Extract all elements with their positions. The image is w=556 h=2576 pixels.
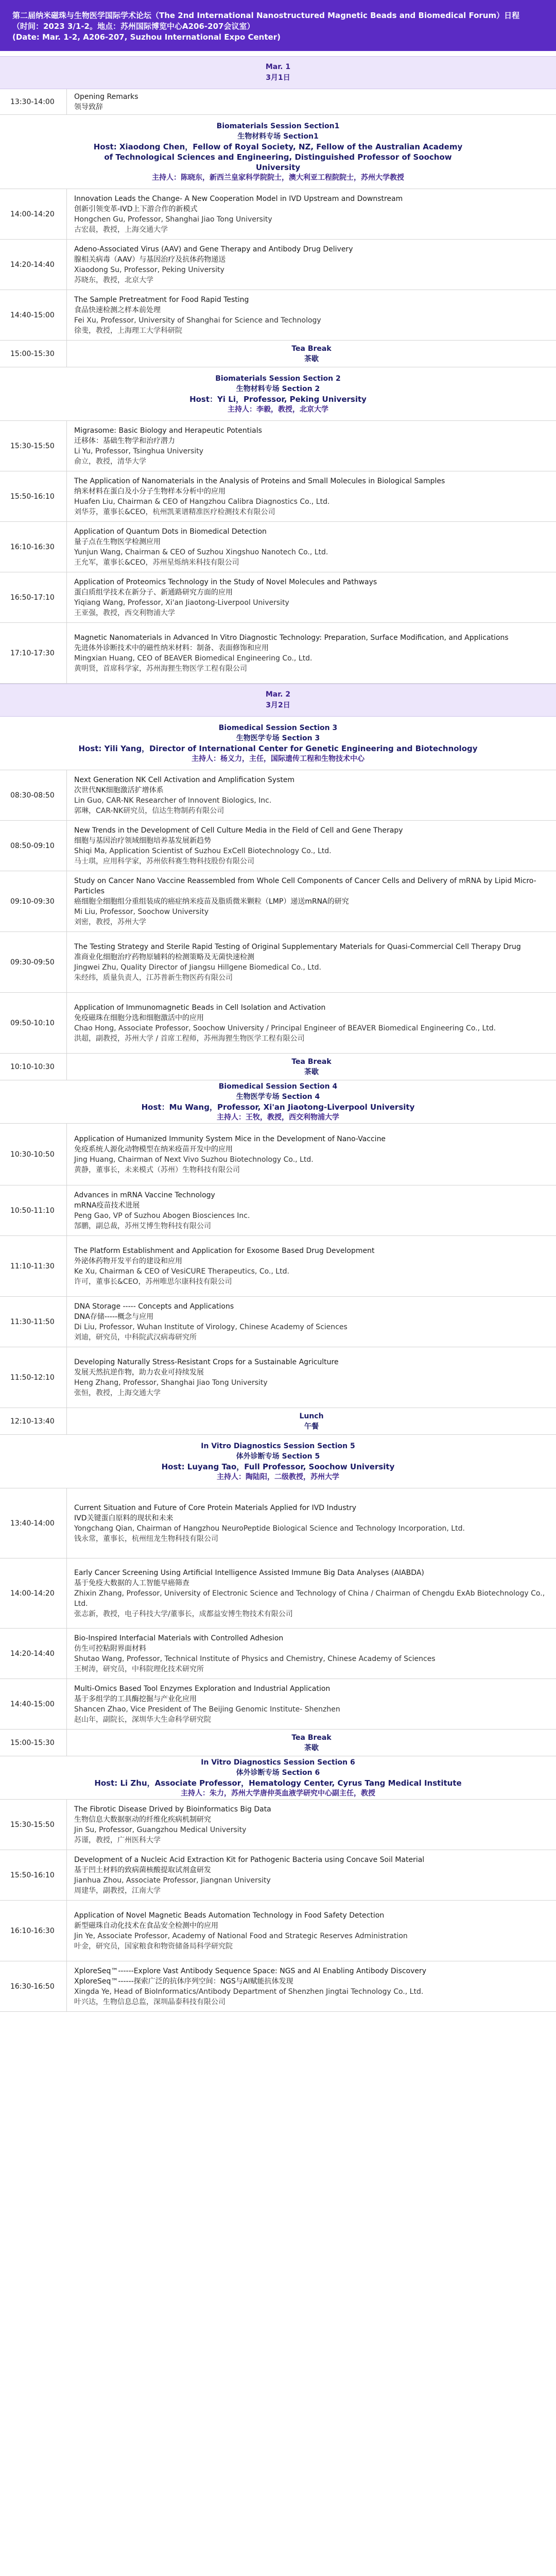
talk-title-zh: 外泌体药物开发平台的建设和应用 <box>74 1257 182 1265</box>
speaker-zh: 朱经纬，质量负责人，江苏普新生物医药有限公司 <box>74 973 233 982</box>
talk-row <box>0 1901 556 1961</box>
talk-row <box>0 1488 556 1558</box>
session-banner <box>0 367 556 421</box>
talk-title-en: Innovation Leads the Change- A New Cooperation Model in IVD Upstream and Downstream <box>74 194 403 203</box>
talk-title-en: Development of a Nucleic Acid Extraction Kit for Pathogenic Bacteria using Concave Soil Material <box>74 1855 425 1864</box>
session-banner <box>0 115 556 189</box>
time-slot: 09:10-09:30 <box>0 871 67 931</box>
talk-title-en: Early Cancer Screening Using Artificial Intelligence Assisted Immune Big Data Analyses (AIABDA) <box>74 1568 424 1577</box>
speaker-en: Xiaodong Su, Professor, Peking University <box>74 265 224 274</box>
talk-row <box>0 1297 556 1347</box>
talk-row <box>0 290 556 341</box>
speaker-en: Di Liu, Professor, Wuhan Institute of Virology, Chinese Academy of Sciences <box>74 1323 348 1331</box>
talk-title-zh: 创新引领变革-IVD上下游合作的新模式 <box>74 205 198 213</box>
talk-title-en: Application of Quantum Dots in Biomedical Detection <box>74 527 267 536</box>
talk-title-zh: 准商业化细胞治疗药物原辅料的检测策略及无菌快速检测 <box>74 953 254 961</box>
day-header <box>0 684 556 717</box>
break-row <box>0 1408 556 1435</box>
time-slot: 13:30-14:00 <box>0 89 67 114</box>
break-label-zh: 茶歇 <box>304 354 319 363</box>
speaker-en: Heng Zhang, Professor, Shanghai Jiao Tong University <box>74 1378 268 1387</box>
session-title-zh: 体外诊断专场 Section 5 <box>236 1452 320 1461</box>
speaker-zh: 黄明贤，首席科学家，苏州海狸生物医学工程有限公司 <box>74 664 247 673</box>
talk-title-en: Study on Cancer Nano Vaccine Reassembled from Whole Cell Components of Cancer Cells and Delivery of mRNA by Lipid Micro-Particles <box>74 876 536 895</box>
talk-title-zh: 基于免疫大数据的人工智能早癌筛查 <box>74 1579 189 1587</box>
talk-title-en: Application of Immunomagnetic Beads in Cell Isolation and Activation <box>74 1003 326 1012</box>
talk-title-en: Bio-Inspired Interfacial Materials with Controlled Adhesion <box>74 1634 284 1642</box>
session-host-en: Host: Yili Yang，Director of International Center for Genetic Engineering and Biotechnology <box>78 743 478 753</box>
talk-row <box>0 1558 556 1629</box>
session-host-en: Host: Luyang Tao，Full Professor, Soochow University <box>161 1462 395 1471</box>
speaker-zh: 洪超，副教授，苏州大学 / 首席工程师，苏州海狸生物医学工程有限公司 <box>74 1034 305 1043</box>
speaker-zh: 苏谨，教授，广州医科大学 <box>74 1836 161 1844</box>
talk-title-zh: XploreSeq™------探索广泛的抗体序列空间：NGS与AI赋能抗体发现 <box>74 1977 293 1986</box>
talk-title-zh: 发展天然抗逆作物，助力农业可持续发展 <box>74 1368 204 1377</box>
session-host-zh: 主持人：陈晓东，新西兰皇家科学院院士，澳大利亚工程院院士，苏州大学教授 <box>152 173 404 182</box>
talk-row <box>0 770 556 821</box>
session-title-zh: 生物医学专场 Section 3 <box>236 734 320 742</box>
talk-title-zh: 纳米材料在蛋白及小分子生物样本分析中的应用 <box>74 487 225 496</box>
row-content <box>0 115 556 189</box>
talk-title-zh: 免疫系统人源化动物模型在纳米疫苗开发中的应用 <box>74 1145 233 1154</box>
talk-title-en: Current Situation and Future of Core Protein Materials Applied for IVD Industry <box>74 1503 357 1512</box>
row-content <box>67 1800 556 1850</box>
row-content <box>67 240 556 290</box>
talk-title-zh: 蛋白质组学技术在新分子、新通路研究方面的应用 <box>74 588 233 597</box>
session-title-en: Biomaterials Session Section 2 <box>215 374 341 383</box>
talk-row <box>0 623 556 684</box>
talk-title-en: Magnetic Nanomaterials in Advanced In Vitro Diagnostic Technology: Preparation, Surface Modification, and Applications <box>74 633 509 642</box>
speaker-en: Zhixin Zhang, Professor, University of Electronic Science and Technology of China / Chairman of Chengdu ExAb Biotechnology Co., Ltd. <box>74 1589 545 1608</box>
session-title-en: Biomedical Session Section 3 <box>218 723 338 732</box>
talk-row <box>0 871 556 932</box>
talk-title-zh: DNA存储-----概念与应用 <box>74 1312 154 1321</box>
time-slot: 14:40-15:00 <box>0 290 67 340</box>
talk-title-zh: IVD关键蛋白原料的现状和未来 <box>74 1514 173 1522</box>
speaker-zh: 王亚强，教授，西交利物浦大学 <box>74 608 175 617</box>
session-host-zh: 主持人：朱力，苏州大学唐仲英血液学研究中心副主任，教授 <box>181 1789 375 1798</box>
talk-row <box>0 932 556 993</box>
speaker-en: Jing Huang, Chairman of Next Vivo Suzhou Biotechnology Co., Ltd. <box>74 1155 314 1164</box>
day-label-zh: 3月2日 <box>266 701 290 709</box>
speaker-en: Fei Xu, Professor, University of Shanghai for Science and Technology <box>74 316 321 325</box>
day-label-en: Mar. 1 <box>265 63 291 71</box>
row-content <box>67 1558 556 1628</box>
talk-row <box>0 1800 556 1850</box>
talk-row <box>0 240 556 290</box>
talk-title-en: Migrasome: Basic Biology and Herapeutic Potentials <box>74 426 262 435</box>
speaker-en: Hongchen Gu, Professor, Shanghai Jiao Tong University <box>74 215 272 224</box>
row-content <box>67 1236 556 1296</box>
session-title-en: In Vitro Diagnostics Session Section 6 <box>201 1758 355 1767</box>
row-content <box>67 1629 556 1679</box>
schedule <box>0 56 556 2012</box>
speaker-zh: 古宏晨，教授，上海交通大学 <box>74 225 168 234</box>
break-row <box>0 341 556 367</box>
speaker-zh: 苏晓东，教授，北京大学 <box>74 276 153 284</box>
talk-title-en: The Testing Strategy and Sterile Rapid Testing of Original Supplementary Materials for Quasi-Commercial Cell Therapy Drug <box>74 942 521 951</box>
session-title-zh: 体外诊断专场 Section 6 <box>236 1768 320 1777</box>
talk-row <box>0 1347 556 1408</box>
row-content <box>0 1435 556 1488</box>
time-slot: 15:30-15:50 <box>0 421 67 471</box>
time-slot: 11:50-12:10 <box>0 1347 67 1408</box>
row-content <box>67 1730 556 1756</box>
time-slot: 15:00-15:30 <box>0 341 67 367</box>
row-content <box>67 1961 556 2011</box>
talk-title-zh: 新型磁珠自动化技术在食品安全检测中的应用 <box>74 1921 218 1930</box>
time-slot: 14:40-15:00 <box>0 1679 67 1729</box>
forum-date-location-zh: （时间：2023 3/1-2。地点：苏州国际博览中心A206-207会议室） <box>12 22 255 31</box>
speaker-en: Shancen Zhao, Vice President of The Beijing Genomic Institute- Shenzhen <box>74 1705 340 1714</box>
speaker-en: Jingwei Zhu, Quality Director of Jiangsu Hillgene Biomedical Co., Ltd. <box>74 963 321 972</box>
time-slot: 11:30-11:50 <box>0 1297 67 1347</box>
row-content <box>67 1901 556 1961</box>
time-slot: 08:30-08:50 <box>0 770 67 820</box>
speaker-zh: 刘华芬，董事长&CEO，杭州凯莱谱精准医疗检测技术有限公司 <box>74 507 275 516</box>
talk-title-en: Developing Naturally Stress-Resistant Crops for a Sustainable Agriculture <box>74 1358 339 1366</box>
speaker-zh: 钱永常，董事长，杭州纽龙生物科技有限公司 <box>74 1534 218 1543</box>
talk-row <box>0 993 556 1054</box>
row-content <box>67 770 556 820</box>
speaker-zh: 王允军，董事长&CEO，苏州星烁纳米科技有限公司 <box>74 558 239 567</box>
session-host-en: Host：Mu Wang，Professor, Xi'an Jiaotong-Liverpool University <box>141 1102 415 1112</box>
talk-row <box>0 471 556 522</box>
talk-row <box>0 821 556 871</box>
talk-title-zh: 仿生可控粘附界面材料 <box>74 1644 146 1653</box>
time-slot: 08:50-09:10 <box>0 821 67 871</box>
break-label-zh: 茶歇 <box>304 1067 319 1076</box>
session-host-zh: 主持人：杨义力，主任，国际遗传工程和生物技术中心 <box>192 754 364 763</box>
talk-title-zh: 食品快速检测之样本前处理 <box>74 306 161 314</box>
talk-title-en: Next Generation NK Cell Activation and Amplification System <box>74 775 295 784</box>
talk-title-zh: 基于凹土材料的致病菌核酸提取试剂盒研发 <box>74 1866 211 1874</box>
talk-title-zh: 量子点在生物医学检测应用 <box>74 537 161 546</box>
speaker-en: Peng Gao, VP of Suzhou Abogen Biosciences Inc. <box>74 1211 250 1220</box>
speaker-zh: 郜鹏，副总裁，苏州艾博生物科技有限公司 <box>74 1222 211 1230</box>
talk-row <box>0 189 556 240</box>
row-content <box>67 1185 556 1235</box>
time-slot: 15:50-16:10 <box>0 1850 67 1900</box>
time-slot: 16:10-16:30 <box>0 1901 67 1961</box>
talk-title-zh: 领导致辞 <box>74 103 103 111</box>
time-slot: 16:30-16:50 <box>0 1961 67 2011</box>
speaker-en: Jin Ye, Associate Professor, Academy of National Food and Strategic Reserves Administration <box>74 1931 408 1940</box>
row-content <box>67 290 556 340</box>
speaker-en: Yiqiang Wang, Professor, Xi'an Jiaotong-Liverpool University <box>74 598 289 607</box>
break-row <box>0 1730 556 1756</box>
session-banner <box>0 717 556 770</box>
time-slot: 12:10-13:40 <box>0 1408 67 1434</box>
row-content <box>67 1054 556 1080</box>
speaker-en: Huafen Liu, Chairman & CEO of Hangzhou Calibra Diagnostics Co., Ltd. <box>74 497 330 506</box>
talk-title-en: Opening Remarks <box>74 92 138 101</box>
time-slot: 16:50-17:10 <box>0 572 67 622</box>
session-title-zh: 生物材料专场 Section1 <box>237 132 319 141</box>
session-banner <box>0 1435 556 1488</box>
time-slot: 09:50-10:10 <box>0 993 67 1053</box>
session-host-en: University <box>255 162 301 172</box>
speaker-en: Li Yu, Professor, Tsinghua University <box>74 447 203 455</box>
talk-row <box>0 1850 556 1901</box>
row-content <box>67 89 556 114</box>
row-content <box>67 1297 556 1347</box>
row-content <box>0 1080 556 1123</box>
talk-row <box>0 1679 556 1730</box>
talk-title-en: XploreSeq™------Explore Vast Antibody Sequence Space: NGS and AI Enabling Antibody Discovery <box>74 1967 427 1975</box>
speaker-en: Xingda Ye, Head of BioInformatics/Antibody Department of Shenzhen Jingtai Technology Co., Ltd. <box>74 1987 424 1996</box>
row-content <box>67 421 556 471</box>
talk-title-en: Application of Proteomics Technology in the Study of Novel Molecules and Pathways <box>74 578 377 586</box>
session-host-en: Host: Li Zhu，Associate Professor，Hematology Center, Cyrus Tang Medical Institute <box>94 1778 462 1788</box>
talk-row <box>0 1629 556 1679</box>
row-content <box>0 367 556 420</box>
session-host-en: Host: Xiaodong Chen，Fellow of Royal Society, NZ, Fellow of the Australian Academy <box>93 142 463 151</box>
page-header <box>0 0 556 51</box>
forum-date-location-en: (Date: Mar. 1-2, A206-207, Suzhou International Expo Center) <box>12 32 281 42</box>
time-slot: 17:10-17:30 <box>0 623 67 683</box>
talk-title-zh: mRNA疫苗技术进展 <box>74 1201 140 1210</box>
speaker-zh: 刘密，教授，苏州大学 <box>74 918 146 926</box>
session-banner <box>0 1080 556 1124</box>
session-title-en: Biomaterials Session Section1 <box>216 122 340 130</box>
speaker-zh: 张志新，教授，电子科技大学/董事长，成都益安博生物技术有限公司 <box>74 1609 293 1618</box>
time-slot: 15:00-15:30 <box>0 1730 67 1756</box>
day-label-zh: 3月1日 <box>266 74 290 82</box>
row-content <box>67 993 556 1053</box>
row-content <box>67 471 556 521</box>
speaker-zh: 许可，董事长&CEO，苏州唯思尔康科技有限公司 <box>74 1277 232 1286</box>
session-title-en: Biomedical Session Section 4 <box>218 1082 338 1091</box>
talk-title-zh: 基于多组学的工具酶挖掘与产业化应用 <box>74 1694 197 1703</box>
break-label-en: Tea Break <box>291 344 332 353</box>
break-label-en: Tea Break <box>291 1733 332 1742</box>
time-slot: 16:10-16:30 <box>0 522 67 572</box>
day-label-en: Mar. 2 <box>265 690 291 699</box>
time-slot: 14:00-14:20 <box>0 1558 67 1628</box>
row-content <box>67 522 556 572</box>
speaker-en: Yunjun Wang, Chairman & CEO of Suzhou Xingshuo Nanotech Co., Ltd. <box>74 548 328 556</box>
speaker-zh: 赵山年，副院长，深圳华大生命科学研究院 <box>74 1715 211 1724</box>
row-content <box>67 189 556 239</box>
speaker-en: Jin Su, Professor, Guangzhou Medical University <box>74 1825 247 1834</box>
row-content <box>67 1347 556 1408</box>
talk-row <box>0 89 556 115</box>
talk-row <box>0 421 556 471</box>
speaker-en: Yongchang Qian, Chairman of Hangzhou NeuroPeptide Biological Science and Technology Incorporation, Ltd. <box>74 1524 465 1533</box>
talk-title-en: DNA Storage ----- Concepts and Applications <box>74 1302 234 1311</box>
talk-row <box>0 1124 556 1185</box>
talk-title-en: Advances in mRNA Vaccine Technology <box>74 1191 215 1199</box>
talk-title-en: Application of Novel Magnetic Beads Automation Technology in Food Safety Detection <box>74 1911 385 1920</box>
row-content <box>0 717 556 770</box>
speaker-zh: 周建华，副教授，江南大学 <box>74 1886 161 1895</box>
speaker-en: Mingxian Huang, CEO of BEAVER Biomedical Engineering Co., Ltd. <box>74 654 312 663</box>
speaker-en: Mi Liu, Professor, Soochow University <box>74 907 209 916</box>
row-content <box>67 1679 556 1729</box>
talk-title-en: The Application of Nanomaterials in the Analysis of Proteins and Small Molecules in Biological Samples <box>74 477 445 485</box>
speaker-en: Jianhua Zhou, Associate Professor, Jiangnan University <box>74 1876 271 1885</box>
session-title-zh: 生物医学专场 Section 4 <box>236 1092 320 1101</box>
speaker-zh: 叶兴达，生物信息总监，深圳晶泰科技有限公司 <box>74 1997 225 2006</box>
session-host-zh: 主持人：李毅，教授，北京大学 <box>228 405 328 414</box>
talk-row <box>0 572 556 623</box>
break-row <box>0 1054 556 1080</box>
time-slot: 13:40-14:00 <box>0 1488 67 1558</box>
row-content <box>67 932 556 992</box>
break-label-zh: 茶歇 <box>304 1743 319 1752</box>
talk-row <box>0 522 556 572</box>
speaker-en: Lin Guo, CAR-NK Researcher of Innovent Biologics, Inc. <box>74 796 272 805</box>
time-slot: 14:20-14:40 <box>0 240 67 290</box>
speaker-zh: 徐斐，教授，上海理工大学科研院 <box>74 326 182 335</box>
talk-title-zh: 次世代NK细胞激活扩增体系 <box>74 786 164 794</box>
talk-title-en: New Trends in the Development of Cell Culture Media in the Field of Cell and Gene Therapy <box>74 826 403 835</box>
speaker-zh: 刘迪，研究员，中科院武汉病毒研究所 <box>74 1333 197 1342</box>
row-content <box>67 1488 556 1558</box>
row-content <box>67 871 556 931</box>
speaker-zh: 黄静，董事长，未来模式（苏州）生物科技有限公司 <box>74 1165 240 1174</box>
row-content <box>67 1850 556 1900</box>
talk-title-zh: 细胞与基因治疗领域细胞培养基发展新趋势 <box>74 836 211 845</box>
talk-title-en: The Fibrotic Disease Drived by Bioinformatics Big Data <box>74 1805 271 1814</box>
session-host-zh: 主持人：陶陆阳，二级教授，苏州大学 <box>217 1472 339 1481</box>
speaker-zh: 张恒，教授，上海交通大学 <box>74 1388 161 1397</box>
talk-row <box>0 1961 556 2012</box>
talk-title-en: Application of Humanized Immunity System Mice in the Development of Nano-Vaccine <box>74 1134 386 1143</box>
session-host-zh: 主持人：王牧，教授，西交利物浦大学 <box>217 1113 339 1122</box>
talk-title-zh: 癌细胞全细胞组分重组装成的癌症纳米疫苗及脂质微米颗粒（LMP）递送mRNA的研究 <box>74 897 349 906</box>
row-content <box>67 821 556 871</box>
talk-title-en: The Platform Establishment and Application for Exosome Based Drug Development <box>74 1246 375 1255</box>
talk-row <box>0 1185 556 1236</box>
time-slot: 10:30-10:50 <box>0 1124 67 1185</box>
talk-title-zh: 生物信息大数据驱动的纤维化疾病机制研究 <box>74 1815 211 1824</box>
talk-title-zh: 免疫磁珠在细胞分选和细胞激活中的应用 <box>74 1013 204 1022</box>
speaker-en: Shutao Wang, Professor, Technical Institute of Physics and Chemistry, Chinese Academy of Sciences <box>74 1654 436 1663</box>
forum-title: 第二届纳米磁珠与生物医学国际学术论坛（The 2nd International Nanostructured Magnetic Beads and Biomedical Forum）日程 <box>12 11 520 20</box>
break-label-zh: 午餐 <box>304 1422 319 1431</box>
talk-title-en: Multi-Omics Based Tool Enzymes Exploration and Industrial Application <box>74 1684 331 1693</box>
time-slot: 09:30-09:50 <box>0 932 67 992</box>
speaker-zh: 叶金，研究员，国家粮食和物资储备局科学研究院 <box>74 1942 233 1951</box>
break-label-en: Tea Break <box>291 1057 332 1066</box>
time-slot: 15:30-15:50 <box>0 1800 67 1850</box>
speaker-zh: 马士琪，应用科学家，苏州依科赛生物科技股份有限公司 <box>74 857 254 866</box>
session-host-en: Host：Yi Li，Professor, Peking University <box>189 394 367 404</box>
speaker-en: Ke Xu, Chairman & CEO of VesiCURE Therapeutics, Co., Ltd. <box>74 1267 289 1276</box>
talk-row <box>0 1236 556 1297</box>
session-title-zh: 生物材料专场 Section 2 <box>236 384 320 393</box>
speaker-zh: 郭琳，CAR-NK研究员，信达生物制药有限公司 <box>74 806 224 815</box>
talk-title-en: Adeno-Associated Virus (AAV) and Gene Therapy and Antibody Drug Delivery <box>74 245 353 253</box>
speaker-zh: 俞立，教授，清华大学 <box>74 457 146 466</box>
row-content <box>67 1408 556 1434</box>
time-slot: 14:00-14:20 <box>0 189 67 239</box>
talk-title-zh: 先进体外诊断技术中的磁性纳米材料：制备、表面修饰和应用 <box>74 643 269 652</box>
time-slot: 14:20-14:40 <box>0 1629 67 1679</box>
session-banner <box>0 1756 556 1800</box>
time-slot: 10:50-11:10 <box>0 1185 67 1235</box>
talk-title-zh: 腺相关病毒（AAV）与基因治疗及抗体药物递送 <box>74 255 226 264</box>
time-slot: 11:10-11:30 <box>0 1236 67 1296</box>
row-content <box>67 572 556 622</box>
time-slot: 10:10-10:30 <box>0 1054 67 1080</box>
row-content <box>67 1124 556 1185</box>
talk-title-en: The Sample Pretreatment for Food Rapid Testing <box>74 295 249 304</box>
speaker-en: Shiqi Ma, Application Scientist of Suzhou ExCell Biotechnology Co., Ltd. <box>74 846 332 855</box>
row-content <box>67 623 556 683</box>
session-title-en: In Vitro Diagnostics Session Section 5 <box>201 1442 355 1450</box>
session-host-en: of Technological Sciences and Engineering, Distinguished Professor of Soochow <box>104 152 452 162</box>
speaker-zh: 王树涛，研究员，中科院理化技术研究所 <box>74 1665 204 1673</box>
talk-title-zh: 迁移体：基础生物学和治疗潜力 <box>74 436 175 445</box>
day-header <box>0 56 556 89</box>
time-slot: 15:50-16:10 <box>0 471 67 521</box>
row-content <box>67 341 556 367</box>
row-content <box>0 1756 556 1799</box>
break-label-en: Lunch <box>299 1412 324 1420</box>
speaker-en: Chao Hong, Associate Professor, Soochow University / Principal Engineer of BEAVER Biomedical Engineering Co., Ltd. <box>74 1024 496 1032</box>
